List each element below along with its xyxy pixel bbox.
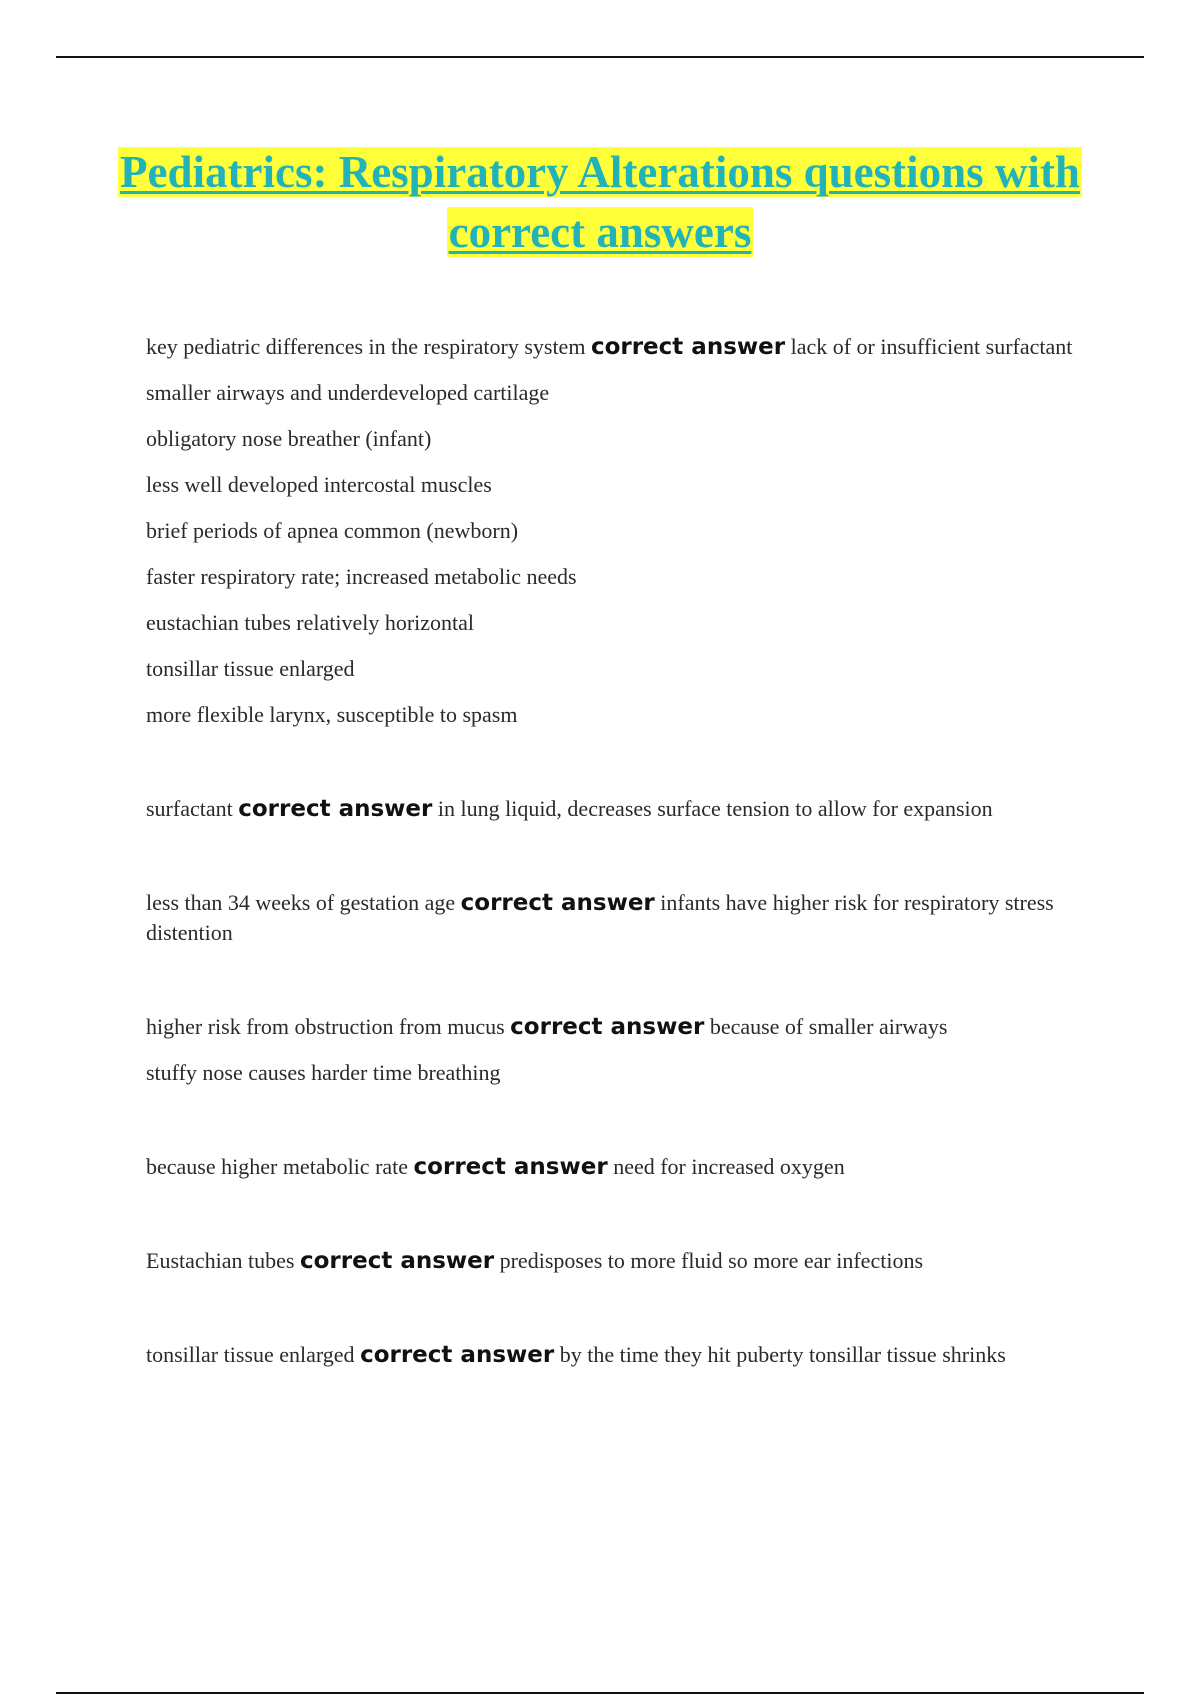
document-title: Pediatrics: Respiratory Alterations questions with correct answers xyxy=(120,147,1080,257)
question-text: Eustachian tubes xyxy=(146,1248,295,1273)
answer-text: predisposes to more fluid so more ear infections xyxy=(499,1248,924,1273)
answer-keyword: correct answer xyxy=(510,1014,705,1040)
answer-line: more flexible larynx, susceptible to spasm xyxy=(146,702,518,727)
answer-text: by the time they hit puberty tonsillar tissue shrinks xyxy=(559,1342,1006,1367)
document-body xyxy=(146,332,1086,1370)
question-text: higher risk from obstruction from mucus xyxy=(146,1014,505,1039)
question-text: key pediatric differences in the respiratory system xyxy=(146,334,586,359)
answer-keyword: correct answer xyxy=(460,890,655,916)
qa-entry xyxy=(146,1152,1086,1182)
answer-keyword: correct answer xyxy=(238,796,433,822)
answer-text: because of smaller airways xyxy=(709,1014,948,1039)
qa-entry xyxy=(146,1012,1086,1042)
answer-line: stuffy nose causes harder time breathing xyxy=(146,1060,501,1085)
question-text: less than 34 weeks of gestation age xyxy=(146,890,456,915)
question-text: tonsillar tissue enlarged xyxy=(146,1342,355,1367)
answer-text: lack of or insufficient surfactant xyxy=(790,334,1073,359)
answer-line: faster respiratory rate; increased metabolic needs xyxy=(146,564,577,589)
qa-entry xyxy=(146,888,1086,948)
answer-line: obligatory nose breather (infant) xyxy=(146,426,432,451)
answer-line: less well developed intercostal muscles xyxy=(146,472,492,497)
qa-entry xyxy=(146,1340,1086,1370)
top-rule xyxy=(56,56,1144,58)
answer-keyword: correct answer xyxy=(299,1248,495,1274)
qa-entry xyxy=(146,794,1086,824)
qa-entry xyxy=(146,1246,1086,1276)
question-text: surfactant xyxy=(146,796,233,821)
answer-line: smaller airways and underdeveloped cartilage xyxy=(146,380,550,405)
answer-line: tonsillar tissue enlarged xyxy=(146,656,355,681)
bottom-rule xyxy=(56,1692,1144,1694)
answer-line: eustachian tubes relatively horizontal xyxy=(146,610,475,635)
question-text: because higher metabolic rate xyxy=(146,1154,409,1179)
answer-text: infants have higher risk for respiratory stress distention xyxy=(146,890,1054,945)
qa-entry xyxy=(146,332,1086,362)
answer-keyword: correct answer xyxy=(413,1154,608,1180)
answer-keyword: correct answer xyxy=(360,1342,555,1368)
answer-keyword: correct answer xyxy=(590,334,786,360)
answer-text: need for increased oxygen xyxy=(613,1154,845,1179)
answer-text: in lung liquid, decreases surface tension to allow for expansion xyxy=(437,796,993,821)
answer-line: brief periods of apnea common (newborn) xyxy=(146,518,519,543)
